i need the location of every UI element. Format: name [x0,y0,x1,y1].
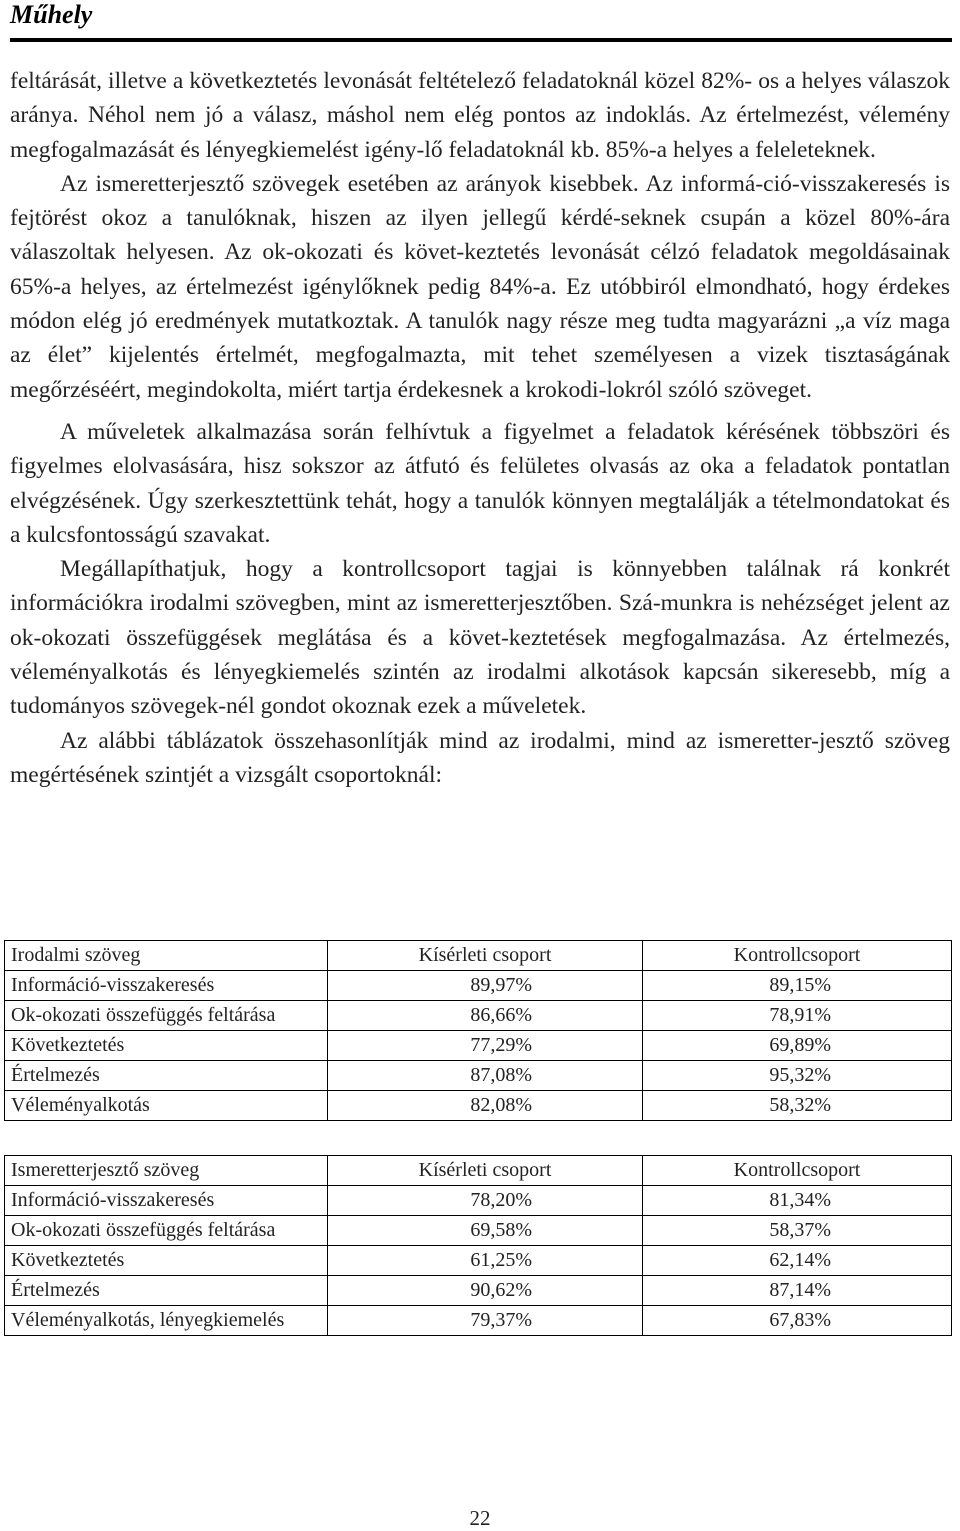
paragraph-3: A műveletek alkalmazása során felhívtuk a figyelmet a feladatok kérésének többszöri és figyelmes elolvasására, hisz sokszor az átfutó és felületes olvasás az oka a feladatok pontatlan elvégzésének. Úgy szerkesztettünk tehát, hogy a tanulók könnyen megtalálják a tételmondatokat és a kulcsfontosságú szavakat. [10,418,950,548]
table-row [5,1091,952,1121]
paragraph-1: feltárását, illetve a következtetés levonását feltételező feladatoknál közel 82%- os a helyes válaszok aránya. Néhol nem jó a válasz, máshol nem elég pontos az indoklás. Az értelmezést, vélemény megfogalmazását és lényegkiemelést igény-lő feladatoknál kb. 85%-a helyes a feleleteknek. [10,68,951,163]
table-cell-value: 87,14% [643,1276,952,1306]
table-header-cell: Kísérleti csoport [328,941,643,971]
popular-science-text-table [4,1155,952,1336]
table-cell-label: Következtetés [5,1031,328,1061]
table-row [5,971,952,1001]
section-title: Műhely [10,0,93,29]
table-header-cell: Ismeretterjesztő szöveg [5,1156,328,1186]
table-cell-label: Információ-visszakeresés [5,1186,328,1216]
table-cell-value: 90,62% [328,1276,643,1306]
paragraph-4: Megállapíthatjuk, hogy a kontrollcsoport tagjai is könnyebben találnak rá konkrét információkra irodalmi szövegben, mint az ismeretterjesztőben. Szá-munkra is nehézséget jelent az ok-okozati összefüggések meglátása és a követ-keztetések megfogalmazása. Az értelmezés, véleményalkotás és lényegkiemelés szintén az irodalmi alkotások kapcsán sikeresebb, míg a tudományos szövegek-nél gondot okoznak ezek a műveletek. [10,556,951,720]
table-cell-value: 69,89% [643,1031,952,1061]
running-header [10,0,952,42]
table-cell-label: Értelmezés [5,1276,328,1306]
table-cell-label: Ok-okozati összefüggés feltárása [5,1216,328,1246]
table-cell-value: 62,14% [643,1246,952,1276]
table-cell-value: 78,91% [643,1001,952,1031]
table-header-cell: Kísérleti csoport [328,1156,643,1186]
table-cell-value: 67,83% [643,1306,952,1336]
table-row [5,1001,952,1031]
table-header-row [5,1156,952,1186]
table-cell-value: 69,58% [328,1216,643,1246]
paragraph-5: Az alábbi táblázatok összehasonlítják mind az irodalmi, mind az ismeretter-jesztő szöveg megértésének szintjét a vizsgált csoportoknál: [10,727,950,788]
table-cell-value: 61,25% [328,1246,643,1276]
table-row [5,1061,952,1091]
table-cell-value: 79,37% [328,1306,643,1336]
table-row [5,1186,952,1216]
table-row [5,1306,952,1336]
table-cell-value: 58,32% [643,1091,952,1121]
table-header-cell: Kontrollcsoport [643,941,952,971]
table-cell-value: 89,97% [328,971,643,1001]
table-row [5,1031,952,1061]
page-number: 22 [469,1506,491,1530]
table-row [5,1246,952,1276]
table-cell-label: Véleményalkotás, lényegkiemelés [5,1306,328,1336]
table-header-cell: Irodalmi szöveg [5,941,328,971]
paragraph-2: Az ismeretterjesztő szövegek esetében az arányok kisebbek. Az informá-ció-visszakeresés is fejtörést okoz a tanulóknak, hiszen az ilyen jellegű kérdé-seknek csupán a közel 80%-ára válaszoltak helyesen. Az ok-okozati és követ-keztetés levonását célzó feladatok megoldásainak 65%-a helyes, az értelmezést igénylőknek pedig 84%-a. Ez utóbbiról elmondható, hogy érdekes módon elég jó eredmények mutatkoztak. A tanulók nagy része meg tudta magyarázni „a víz maga az élet” kijelentés értelmét, megfogalmazta, mit tehet személyesen a vizek tisztaságának megőrzéséért, megindokolta, miért tartja érdekesnek a krokodi-lokról szóló szöveget. [10,170,951,403]
table-cell-value: 89,15% [643,971,952,1001]
table-cell-label: Ok-okozati összefüggés feltárása [5,1001,328,1031]
table-row [5,1276,952,1306]
table-cell-value: 58,37% [643,1216,952,1246]
table-cell-value: 82,08% [328,1091,643,1121]
table-cell-label: Következtetés [5,1246,328,1276]
table-cell-value: 78,20% [328,1186,643,1216]
table-cell-value: 77,29% [328,1031,643,1061]
literary-text-table [4,940,952,1121]
table-cell-label: Értelmezés [5,1061,328,1091]
table-cell-value: 87,08% [328,1061,643,1091]
table-cell-label: Információ-visszakeresés [5,971,328,1001]
table-cell-value: 95,32% [643,1061,952,1091]
table-cell-value: 86,66% [328,1001,643,1031]
table-row [5,1216,952,1246]
table-header-cell: Kontrollcsoport [643,1156,952,1186]
body-text [10,64,950,792]
table-header-row [5,941,952,971]
table-cell-label: Véleményalkotás [5,1091,328,1121]
table-cell-value: 81,34% [643,1186,952,1216]
